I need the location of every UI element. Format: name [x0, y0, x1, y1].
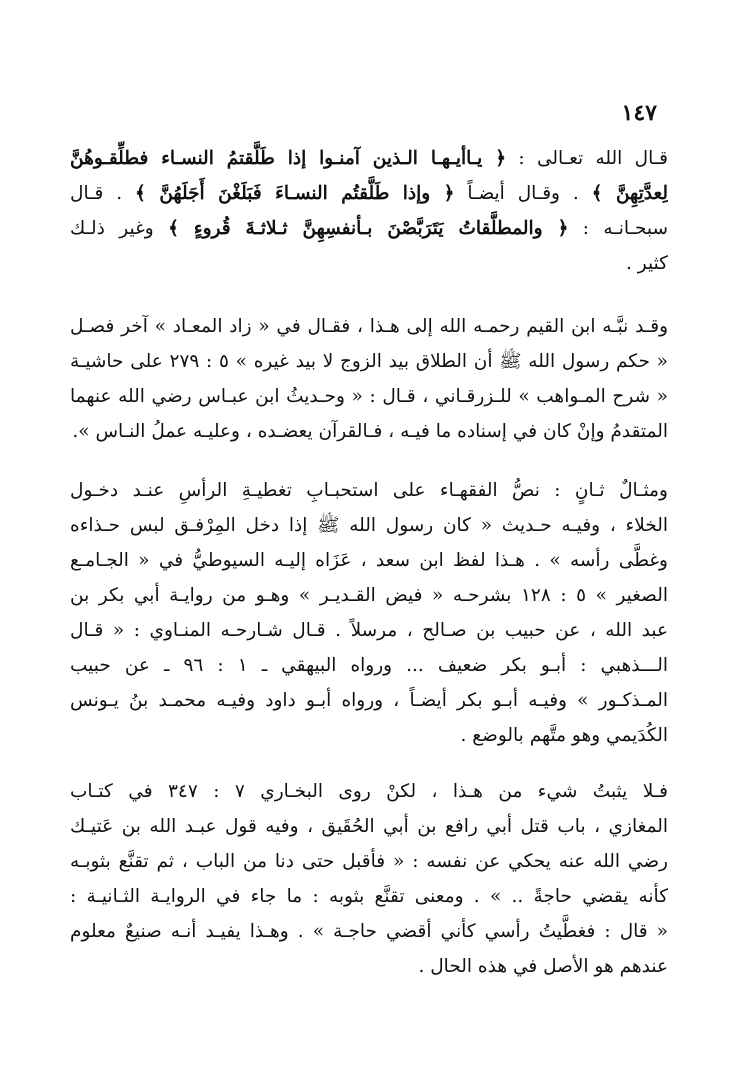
text-line: ومثـالٌ ثـانٍ : نصُّ الفقهـاء على استحبـابِ تغطيـةِ الرأسِ عنـد دخـول	[70, 480, 668, 501]
quran-verse: ﴿ وإذا طَلَّقتُم النسـاءَ فَبَلَغْنَ أَجَلَهُنَّ ﴾	[135, 183, 455, 204]
text-line: لِعدَّتِهِنَّ ﴾ . وقـال أيضـاً ﴿ وإذا طَلَّقتُم النسـاءَ فَبَلَغْنَ أَجَلَهُنَّ ﴾ . قـال	[70, 183, 668, 204]
text-line: الخلاء ، وفيـه حـديث « كان رسول الله ﷺ إذا دخل المِرْفـق لبس حـذاءه	[70, 515, 668, 536]
text-line: « شرح المـواهب » للـزرقـاني ، قـال : « وحـديثُ ابن عبـاس رضي الله عنهما	[70, 386, 668, 407]
paragraph-bukhari	[70, 774, 668, 984]
text-line: فـلا يثبتُ شيء من هـذا ، لكنْ روى البخـاري ٧ : ٣٤٧ في كتـاب	[70, 781, 668, 802]
text-line: وغطَّى رأسه » . هـذا لفظ ابن سعد ، عَزَاه إليـه السيوطيُّ في « الجـامـع	[70, 550, 668, 571]
paragraph-verses	[70, 141, 668, 281]
text-line: قـال الله تعـالى : ﴿ يـاأيـهـا الـذين آمنـوا إذا طَلَّقتمُ النسـاء فطلِّقـوهُنَّ	[70, 148, 668, 169]
text-line: عندهم هو الأصل في هذه الحال .	[418, 956, 668, 977]
text-line: كأنه يقضي حاجةً .. » . ومعنى تقنَّع بثوبه : ما جاء في الروايـة الثـانيـة :	[70, 886, 668, 907]
text-line: « حكم رسول الله ﷺ أن الطلاق بيد الزوج لا بيد غيره » ٥ : ٢٧٩ على حاشيـة	[70, 351, 668, 372]
text-line: المغازي ، باب قتل أبي رافع بن أبي الحُقَيق ، وفيه قول عبـد الله بن عَتيـك	[70, 816, 668, 837]
text-line: عبد الله ، عن حبيب بن صـالح ، مرسلاً . قـال شـارحـه المنـاوي : « قـال	[70, 620, 668, 641]
text-line: « قال : فغطَّيتُ رأسي كأني أقضي حاجـة » . وهـذا يفيـد أنـه صنيعٌ معلوم	[70, 921, 668, 942]
paragraph-second-example	[70, 473, 668, 753]
text-line: الـــذهبي : أبـو بكر ضعيف ... ورواه البيهقي ـ ١ : ٩٦ ـ عن حبيب	[70, 655, 668, 676]
text-line: الصغير » ٥ : ١٢٨ بشرحـه « فيض القـديـر » وهـو من روايـة أبي بكر بن	[70, 585, 668, 606]
page-number: ١٤٧	[621, 100, 657, 126]
text-line: المتقدمُ وإنْ كان في إسناده ما فيـه ، فـالقرآن يعضـده ، وعليـه عملُ النـاس ».	[72, 421, 668, 442]
text-line: سبحـانـه : ﴿ والمطلَّقاتُ يَتَرَبَّصْنَ بـأنفسِهِنَّ ثـلاثـةَ قُروءٍ ﴾ وغير ذلـك	[70, 218, 668, 239]
quran-verse: ﴿ يـاأيـهـا الـذين آمنـوا إذا طَلَّقتمُ النسـاء فطلِّقـوهُنَّ	[70, 148, 507, 169]
quran-verse: ﴿ والمطلَّقاتُ يَتَرَبَّصْنَ بـأنفسِهِنَّ ثـلاثـةَ قُروءٍ ﴾	[168, 218, 569, 239]
text-line: وقـد نبَّـه ابن القيم رحمـه الله إلى هـذا ، فقـال في « زاد المعـاد » آخر فصـل	[70, 316, 668, 337]
text-line: كثير .	[626, 253, 668, 274]
quran-verse: لِعدَّتِهِنَّ ﴾	[591, 183, 668, 204]
text-line: المـذكـور » وفيـه أبـو بكر أيضـاً ، ورواه أبـو داود وفيـه محمـد بنُ يـونس	[70, 690, 668, 711]
text-line: الكُدَيمي وهو متَّهم بالوضع .	[460, 725, 668, 746]
paragraph-ibn-al-qayyim	[70, 309, 668, 449]
text-line: رضي الله عنه يحكي عن نفسه : « فأقبل حتى دنا من الباب ، ثم تقنَّع بثوبـه	[70, 851, 668, 872]
